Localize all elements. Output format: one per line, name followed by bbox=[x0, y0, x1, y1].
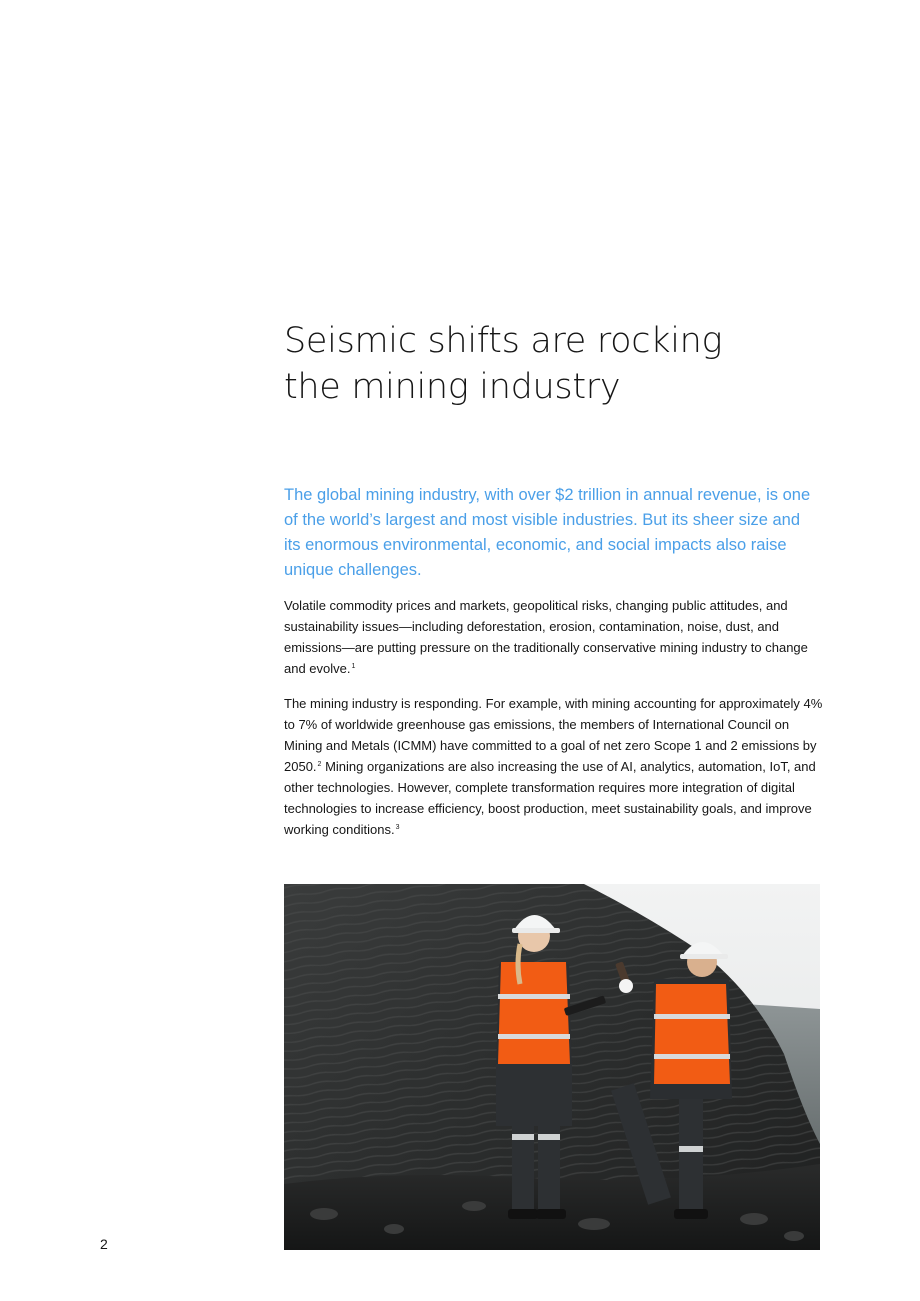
page-title-line-1: Seismic shifts are rocking bbox=[284, 321, 723, 361]
page-title bbox=[284, 318, 844, 410]
lead-paragraph: The global mining industry, with over $2 trillion in annual revenue, is one of the world’s largest and most visible industries. But its sheer size and its enormous environmental, economic, and social impacts also raise unique challenges. bbox=[284, 486, 811, 579]
page-number: 2 bbox=[100, 1236, 108, 1252]
body-paragraph-2-text-b: Mining organizations are also increasing the use of AI, analytics, automation, IoT, and other technologies. However, complete transformation requires more integration of digital technologies to increase efficiency, boost production, meet sustainability goals, and improve working conditions. bbox=[284, 759, 816, 837]
mining-workers-photo bbox=[284, 884, 820, 1250]
footnote-ref-2[interactable]: 2 bbox=[317, 761, 322, 768]
body-paragraph-2-text-a: The mining industry is responding. For example, with mining accounting for approximately 4% to 7% of worldwide greenhouse gas emissions, the members of International Council on Mining and Metals (ICMM) have committed to a goal of net zero Scope 1 and 2 emissions by 2050. bbox=[284, 696, 823, 774]
footnote-ref-1[interactable]: 1 bbox=[351, 663, 356, 670]
body-paragraph-2 bbox=[284, 693, 824, 840]
mine-scene-illustration bbox=[284, 884, 820, 1250]
body-paragraph-1-text: Volatile commodity prices and markets, geopolitical risks, changing public attitudes, and sustainability issues—including deforestation, erosion, contamination, noise, dust, and emissions—are putting pressure on the traditionally conservative mining industry to change and evolve. bbox=[284, 598, 808, 676]
body-paragraph-1 bbox=[284, 595, 824, 679]
footnote-ref-3[interactable]: 3 bbox=[395, 824, 400, 831]
page-title-line-2: the mining industry bbox=[284, 367, 621, 407]
